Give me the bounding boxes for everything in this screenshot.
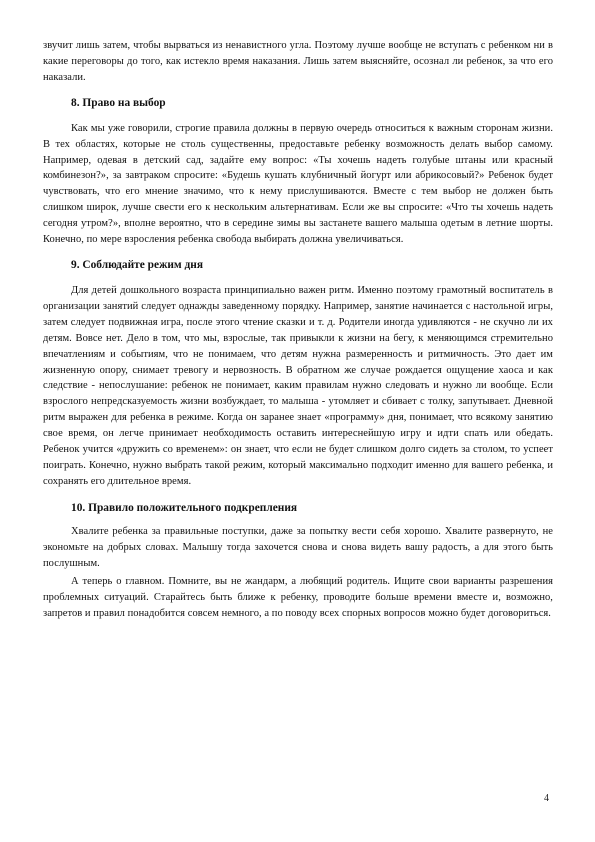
section-heading-choice: 8. Право на выбор [71,96,166,109]
section-routine-paragraph: Для детей дошкольного возраста принципиально важен ритм. Именно поэтому грамотный воспитатель в организации занятий следует однажды заведенному порядку. Например, занятие начинается с настольной игры, затем следует подвижная игра, после этого чтение сказки и т. д. Родители иногда удивляются - не скучно ли их детям. Вовсе нет. Дело в том, что мы, взрослые, так привыкли к жизни на бегу, к меняющимся стремительно впечатлениям и событиям, что не понимаем, что детям нужна размеренность и ритмичность. Это дает им жизненную опору, снимает тревогу и нервозность. В обратном же случае рождается ощущение хаоса и как следствие - непослушание: ребенок не понимает, каким правилам нужно следовать и нужно ли вообще. Если взрослого непредсказуемость жизни возбуждает, то малыша - утомляет и сбивает с толку, запутывает. Дневной ритм выражен для ребенка в режиме. Когда он заранее знает «программу» дня, понимает, что всякому занятию свое время, он легче принимает необходимость оставить интереснейшую игру и идти спать или обедать. Ребенок учится «дружить со временем»: он знает, что если не будет слишком долго сидеть за столом, то успеет поиграть. Конечно, нужно выбрать такой режим, который максимально подходит именно для вашего ребенка, и сохранять его длительное время. [43,284,553,487]
page-content [43,38,553,622]
section-reinforcement-paragraph-2: А теперь о главном. Помните, вы не жандарм, а любящий родитель. Ищите свои варианты разрешения проблемных ситуаций. Старайтесь быть ближе к ребенку, проводите больше времени вместе и, возможно, запретов и правил понадобится совсем немного, а по поводу всех спорных вопросов можно будет договориться. [43,576,553,620]
intro-paragraph: звучит лишь затем, чтобы вырваться из ненавистного угла. Поэтому лучше вообще не вступать с ребенком ни в какие переговоры до того, как истекло время наказания. Лишь затем выясняйте, осознал ли ребенок, за что его наказали. [43,40,553,83]
section-heading-daily-routine: 9. Соблюдайте режим дня [71,258,203,271]
page-number: 4 [544,793,549,804]
section-choice-paragraph: Как мы уже говорили, строгие правила должны в первую очередь относиться к важным сторонам жизни. В тех областях, которые не столь существенны, предоставьте ребенку возможность делать выбор самому. Например, одевая в детский сад, задайте ему вопрос: «Ты хочешь надеть голубые штаны или красный комбинезон?», за завтраком спросите: «Будешь кушать клубничный йогурт или абрикосовый?» Ребенок будет чувствовать, что его мнение значимо, что к нему прислушиваются. Вместе с тем выбор не должен быть слишком широк, лучше свести его к нескольким альтернативам. Если же вы спросите: «Что ты хочешь надеть сегодня утром?», вполне вероятно, что в середине зимы вы застанете вашего малыша одетым в летние шорты. Конечно, по мере взросления ребенка свобода выбирать должна увеличиваться. [43,122,553,246]
section-heading-positive-reinforcement: 10. Правило положительного подкрепления [71,501,298,514]
section-reinforcement-paragraph-1: Хвалите ребенка за правильные поступки, даже за попытку вести себя хорошо. Хвалите развернуто, не экономьте на добрых словах. Малышу тогда захочется снова и снова видеть вашу радость, а для этого быть послушным. [43,525,553,569]
